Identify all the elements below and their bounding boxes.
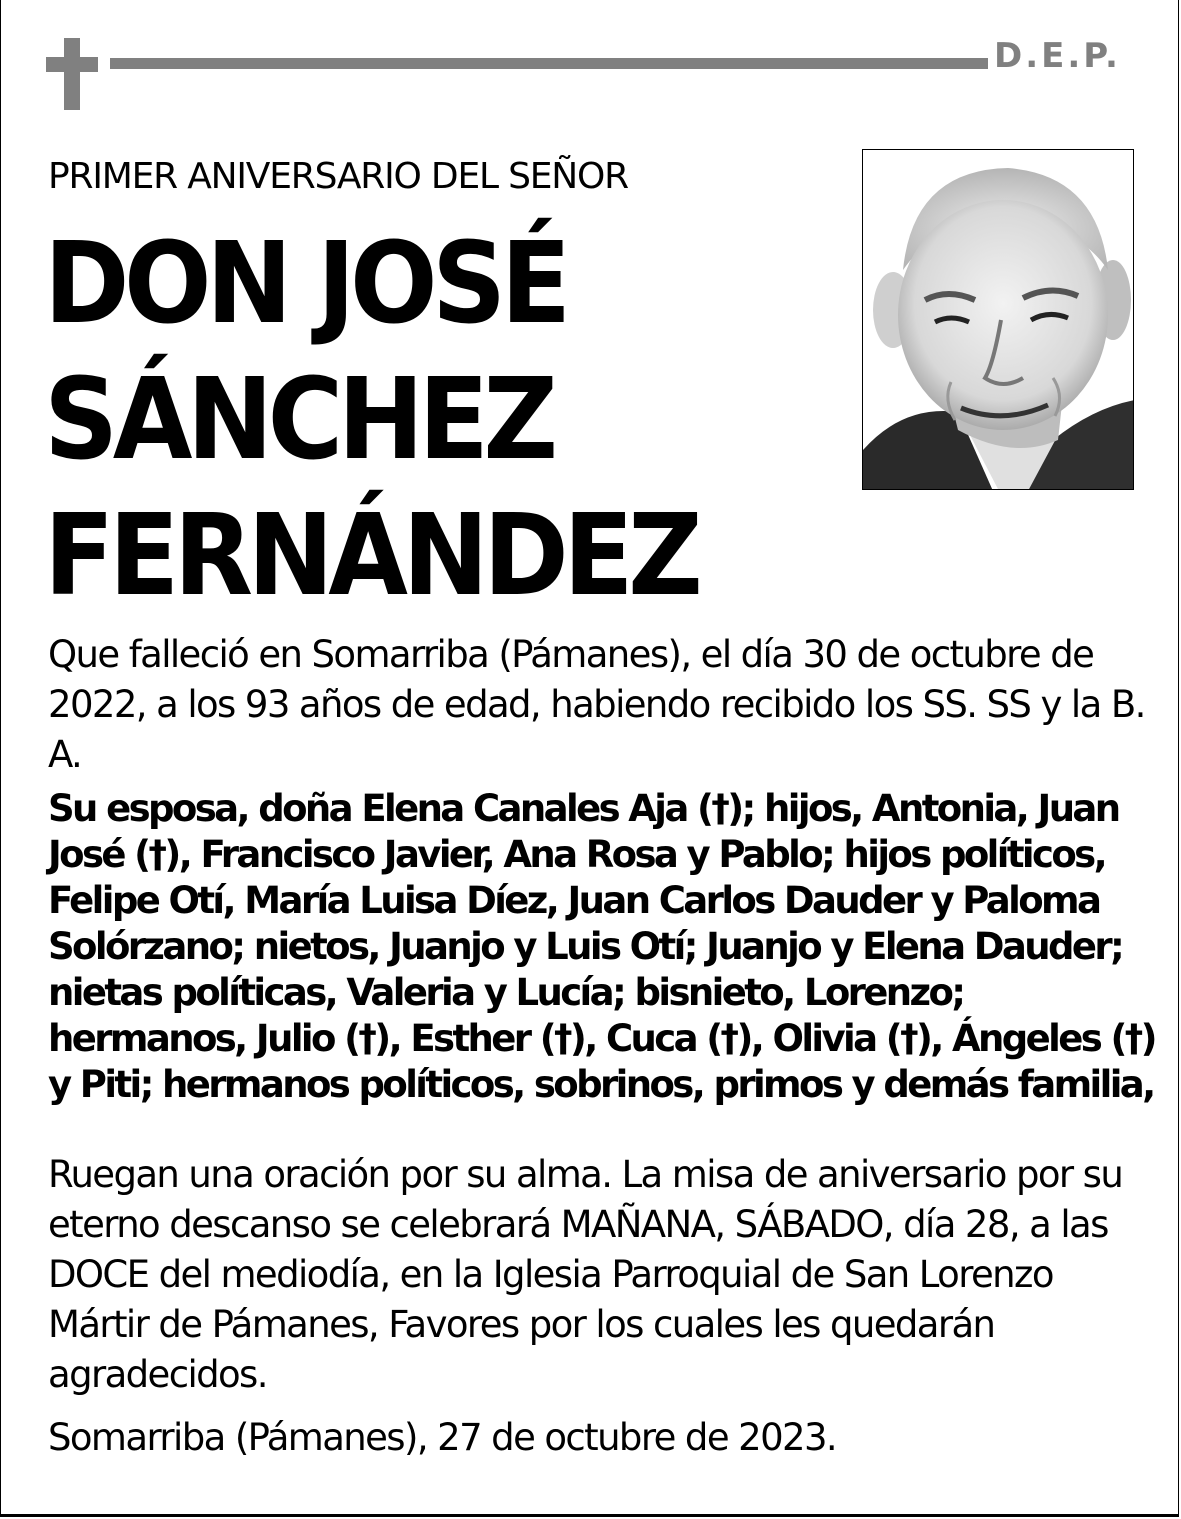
portrait-image: [863, 150, 1134, 490]
name-line-2: SÁNCHEZ: [44, 355, 553, 485]
notice-subtitle: PRIMER ANIVERSARIO DEL SEÑOR: [48, 156, 628, 197]
mass-info: Ruegan una oración por su alma. La misa de aniversario por su eterno descanso se celebrará MAÑANA, SÁBADO, día 28, a las DOCE del mediodía, en la Iglesia Parroquial de San Lorenzo Mártir de Pámanes, Favores por los cuales les quedarán agradecidos.: [48, 1153, 1123, 1396]
dep-marker: D.E.P.: [994, 36, 1121, 76]
portrait-photo: [862, 149, 1134, 490]
death-info: Que falleció en Somarriba (Pámanes), el día 30 de octubre de 2022, a los 93 años de edad, habiendo recibido los SS. SS y la B. A.: [48, 633, 1145, 776]
name-line-3: FERNÁNDEZ: [44, 491, 698, 621]
family-list: Su esposa, doña Elena Canales Aja (†); hijos, Antonia, Juan José (†), Francisco Javier, Ana Rosa y Pablo; hijos políticos, Felipe Otí, María Luisa Díez, Juan Carlos Dauder y Paloma Solórzano; nietos, Juanjo y Luis Otí; Juanjo y Elena Dauder; nietas políticas, Valeria y Lucía; bisnieto, Lorenzo; hermanos, Julio (†), Esther (†), Cuca (†), Olivia (†), Ángeles (†) y Piti; hermanos políticos, sobrinos, primos y demás familia,: [48, 787, 1155, 1106]
header-rule: [110, 58, 988, 69]
name-line-1: DON JOSÉ: [44, 219, 566, 349]
cross-icon: [46, 38, 98, 110]
place-date: Somarriba (Pámanes), 27 de octubre de 2023.: [48, 1416, 837, 1459]
deceased-name: [44, 216, 697, 624]
